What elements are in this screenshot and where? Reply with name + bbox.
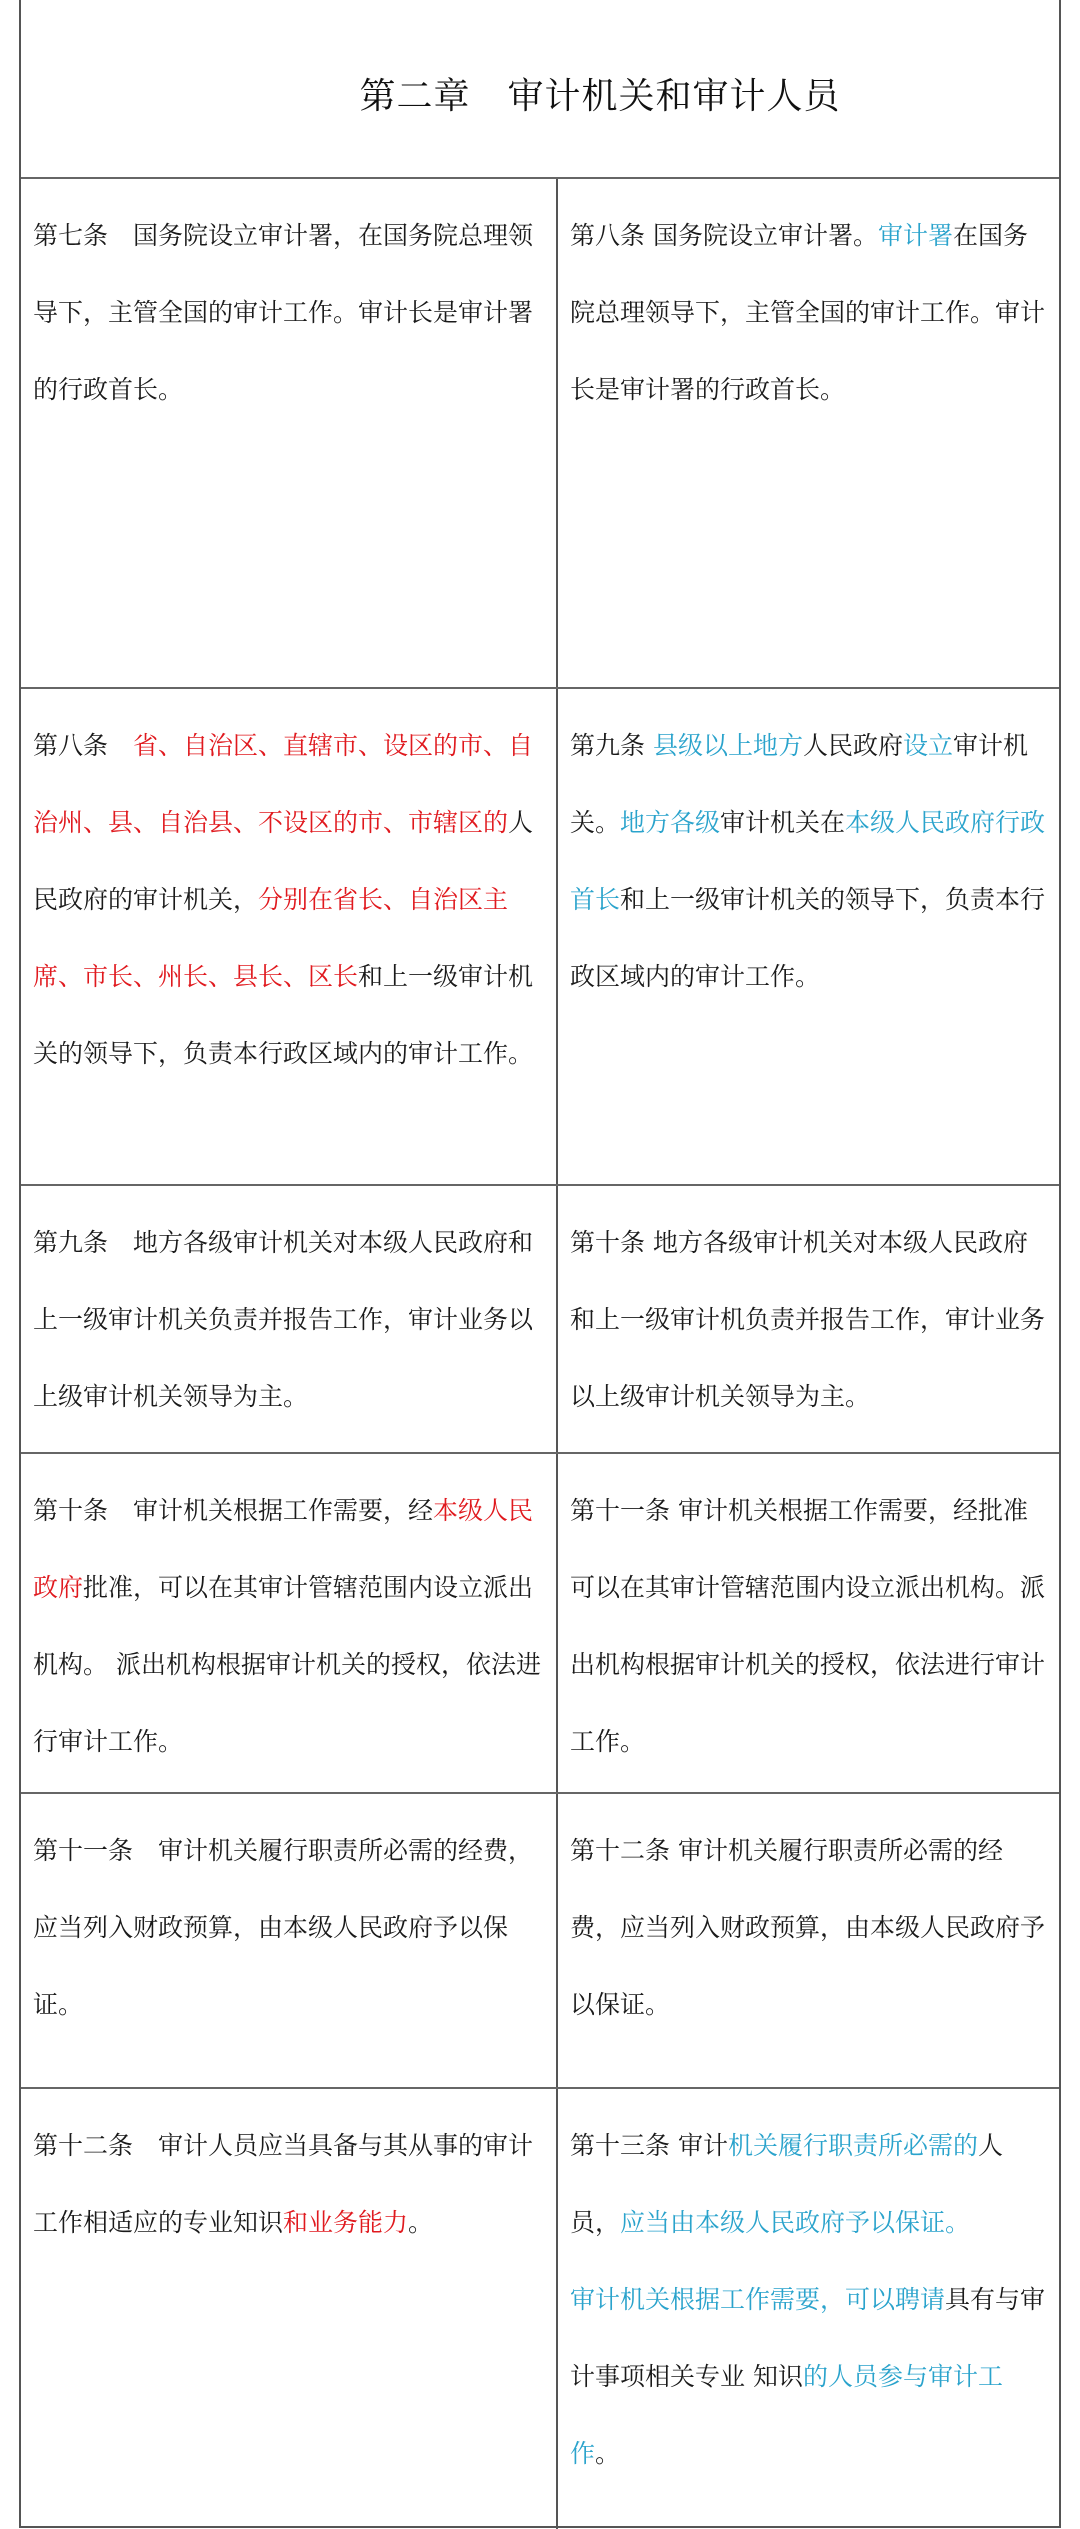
article-text: 在国务院总理领导下，主管全国的审计工作。审计长是审计署的行政首长。 <box>570 221 1046 404</box>
new-law-cell <box>558 1454 1059 1792</box>
new-law-cell <box>558 2089 1059 2529</box>
table-row <box>21 1186 1059 1454</box>
table-row <box>21 1794 1059 2089</box>
article-text: 第十条 审计机关根据工作需要，经 <box>33 1496 434 1525</box>
article-text: 。 <box>408 2208 434 2237</box>
article-text: 第十三条 审计 <box>570 2131 728 2160</box>
revised-highlight-text: 审计机关根据工作需要，可以聘请 <box>570 2285 946 2314</box>
article-text: 第八条 国务院设立审计署。 <box>570 221 878 250</box>
article-text: 第七条 国务院设立审计署，在国务院总理领导下，主管全国的审计工作。审计长是审计署的行政首长。 <box>33 221 534 404</box>
article-text: 和上一级审计机关的领导下，负责本行政区域内的审计工作。 <box>33 962 534 1068</box>
revised-highlight-text: 应当由本级人民政府予以保证。 <box>620 2208 971 2237</box>
new-law-cell <box>558 179 1059 687</box>
table-row <box>21 2089 1059 2529</box>
chapter-header <box>21 0 1059 179</box>
article-text: 第十条 地方各级审计机关对本级人民政府和上一级审计机负责并报告工作，审计业务以上级审计机关领导为主。 <box>570 1228 1046 1411</box>
comparison-table <box>19 0 1061 2528</box>
deleted-highlight-text: 分别在省长、自治区主席、市长、州长、县长、区长 <box>33 885 509 991</box>
revised-highlight-text: 审计署 <box>877 221 953 250</box>
new-law-cell <box>558 1794 1059 2087</box>
revised-highlight-text: 设立 <box>902 731 953 760</box>
chapter-title: 第二章 审计机关和审计人员 <box>359 76 841 117</box>
old-law-cell <box>21 179 558 687</box>
article-text: 审计机关在 <box>720 808 846 837</box>
article-text: 批准，可以在其审计管辖范围内设立派出机构。 派出机构根据审计机关的授权，依法进行审计工作。 <box>33 1573 541 1756</box>
revised-highlight-text: 县级以上地方 <box>652 731 803 760</box>
article-text: 和上一级审计机关的领导下，负责本行政区域内的审计工作。 <box>570 885 1046 991</box>
article-text: 人员， <box>570 2131 1003 2237</box>
old-law-cell <box>21 2089 558 2529</box>
old-law-cell <box>21 1794 558 2087</box>
article-text: 审计机关。 <box>570 731 1029 837</box>
deleted-highlight-text: 省、自治区、直辖市、设区的市、自治州、县、自治县、不设区的市、市辖区的 <box>33 731 534 837</box>
article-text: 第九条 地方各级审计机关对本级人民政府和上一级审计机关负责并报告工作，审计业务以上级审计机关领导为主。 <box>33 1228 534 1411</box>
table-row <box>21 179 1059 689</box>
article-text: 人民政府的审计机关， <box>33 808 534 914</box>
article-text: 第八条 <box>33 731 134 760</box>
table-row <box>21 689 1059 1186</box>
revised-highlight-text: 本级人民政府行政首长 <box>570 808 1046 914</box>
article-text: 第十二条 审计人员应当具备与其从事的审计工作相适应的专业知识 <box>33 2131 534 2237</box>
article-text: 第十一条 审计机关履行职责所必需的经费，应当列入财政预算，由本级人民政府予以保证。 <box>33 1836 534 2019</box>
old-law-cell <box>21 1454 558 1792</box>
old-law-cell <box>21 689 558 1184</box>
deleted-highlight-text: 本级人民政府 <box>33 1496 534 1602</box>
new-law-cell <box>558 689 1059 1184</box>
deleted-highlight-text: 和业务能力 <box>283 2208 409 2237</box>
new-law-cell <box>558 1186 1059 1452</box>
revised-highlight-text: 地方各级 <box>620 808 721 837</box>
article-text: 第九条 <box>570 731 653 760</box>
table-row <box>21 1454 1059 1794</box>
article-text: 第十二条 审计机关履行职责所必需的经费，应当列入财政预算，由本级人民政府予以保证。 <box>570 1836 1046 2019</box>
article-text: 第十一条 审计机关根据工作需要，经批准可以在其审计管辖范围内设立派出机构。派出机构根据审计机关的授权，依法进行审计工作。 <box>570 1496 1046 1756</box>
article-text: 人民政府 <box>802 731 903 760</box>
revised-highlight-text: 的人员参与审计工作 <box>570 2362 1003 2468</box>
article-text: 。 <box>595 2439 621 2468</box>
article-text: 具有与审计事项相关专业 知识 <box>570 2285 1046 2391</box>
revised-highlight-text: 机关履行职责所必需的 <box>727 2131 978 2160</box>
old-law-cell <box>21 1186 558 1452</box>
